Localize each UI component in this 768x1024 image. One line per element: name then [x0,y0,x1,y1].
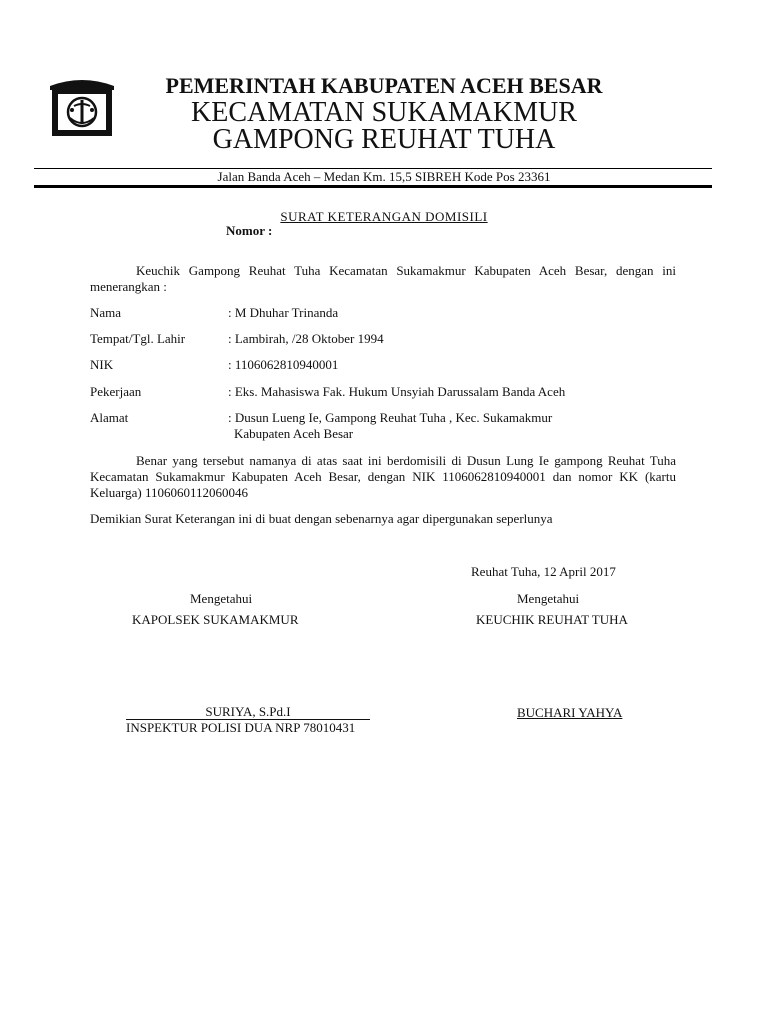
letter-title: SURAT KETERANGAN DOMISILI [280,209,488,224]
right-office: KEUCHIK REUHAT TUHA [476,612,628,627]
field-label-name: Nama [90,305,122,320]
field-value-name: : M Dhuhar Trinanda [228,305,339,320]
left-signatory-name: SURIYA, S.Pd.I [126,705,370,720]
right-signatory-name: BUCHARI YAHYA [517,705,623,720]
letter-number-label: Nomor : [226,223,273,238]
field-label-nik: NIK [90,357,114,372]
left-signatory-rank: INSPEKTUR POLISI DUA NRP 78010431 [126,720,356,735]
header-government: PEMERINTAH KABUPATEN ACEH BESAR [165,73,603,98]
header-district: KECAMATAN SUKAMAKMUR [191,97,577,128]
letter-intro: Keuchik Gampong Reuhat Tuha Kecamatan Sukamakmur Kabupaten Aceh Besar, dengan ini menerangkan : [90,263,676,294]
header-divider-thick [34,185,712,188]
letter-place-date: Reuhat Tuha, 12 April 2017 [471,564,616,579]
header-address: Jalan Banda Aceh – Medan Km. 15,5 SIBREH Kode Pos 23361 [217,169,551,184]
header-village: GAMPONG REUHAT TUHA [212,124,556,155]
field-value-birth: : Lambirah, /28 Oktober 1994 [228,331,384,346]
field-label-birth: Tempat/Tgl. Lahir [90,331,186,346]
field-label-occupation: Pekerjaan [90,384,142,399]
letter-closing: Demikian Surat Keterangan ini di buat dengan sebenarnya agar dipergunakan seperlunya [90,511,553,526]
field-value-occupation: : Eks. Mahasiswa Fak. Hukum Unsyiah Darussalam Banda Aceh [228,384,566,399]
field-value-address: : Dusun Lueng Ie, Gampong Reuhat Tuha , Kec. Sukamakmur [228,410,553,425]
left-known-label: Mengetahui [190,591,253,606]
field-value-address-line2: Kabupaten Aceh Besar [234,426,354,441]
left-office: KAPOLSEK SUKAMAKMUR [132,612,299,627]
field-value-nik: : 1106062810940001 [228,357,339,372]
right-known-label: Mengetahui [517,591,580,606]
field-label-address: Alamat [90,410,129,425]
letter-body: Benar yang tersebut namanya di atas saat ini berdomisili di Dusun Lung Ie gampong Reuhat Tuha Kecamatan Sukamakmur Kabupaten Aceh Besar, dengan NIK 1106062810940001 dan nomor KK (kartu Keluarga) 1106060112060046 [90,453,676,500]
